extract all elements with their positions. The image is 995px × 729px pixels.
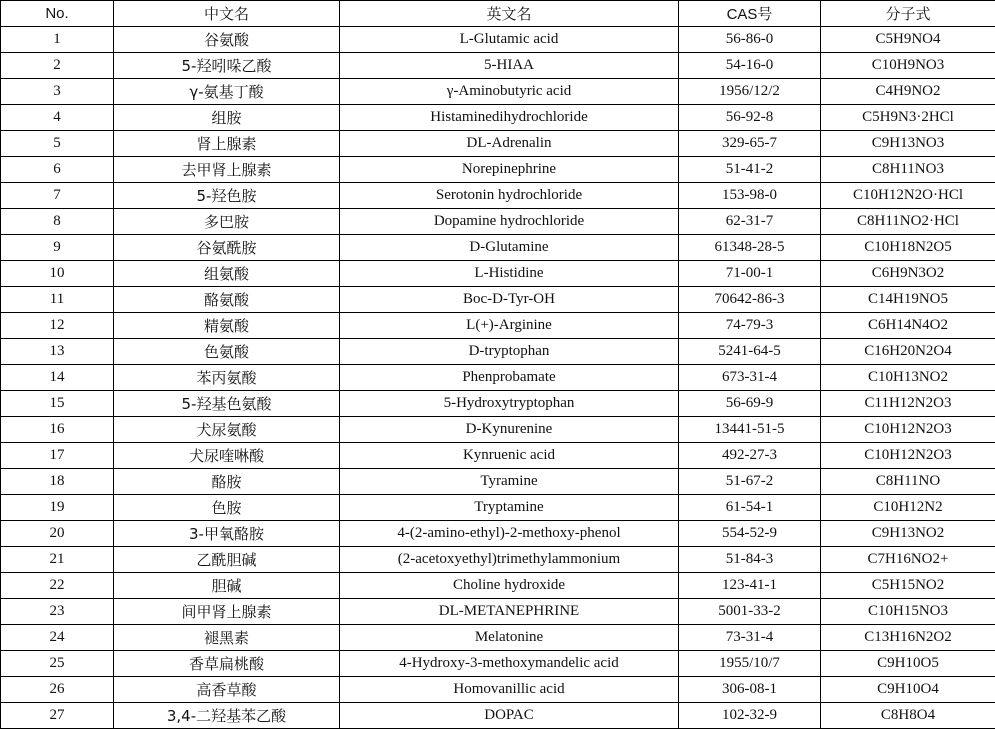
cell-chinese-name: 酪胺: [114, 469, 340, 495]
cell-chinese-name: 精氨酸: [114, 313, 340, 339]
cell-formula: C13H16N2O2: [821, 625, 995, 651]
cell-chinese-name: 5-羟色胺: [114, 183, 340, 209]
cell-cas-number: 74-79-3: [679, 313, 821, 339]
table-row: [1, 287, 995, 313]
cell-chinese-name: 谷氨酸: [114, 27, 340, 53]
cell-no: 17: [1, 443, 114, 469]
header-no: No.: [1, 1, 114, 27]
header-cas: CAS号: [679, 1, 821, 27]
cell-chinese-name: 犬尿喹啉酸: [114, 443, 340, 469]
cell-cas-number: 56-69-9: [679, 391, 821, 417]
table-row: [1, 209, 995, 235]
cell-chinese-name: 5-羟基色氨酸: [114, 391, 340, 417]
cell-formula: C9H10O5: [821, 651, 995, 677]
table-row: [1, 339, 995, 365]
cell-no: 18: [1, 469, 114, 495]
cell-no: 14: [1, 365, 114, 391]
cell-cas-number: 153-98-0: [679, 183, 821, 209]
cell-cas-number: 123-41-1: [679, 573, 821, 599]
cell-chinese-name: 多巴胺: [114, 209, 340, 235]
cell-cas-number: 62-31-7: [679, 209, 821, 235]
cell-english-name: 5-Hydroxytryptophan: [340, 391, 679, 417]
cell-cas-number: 1955/10/7: [679, 651, 821, 677]
table-row: [1, 27, 995, 53]
table-row: [1, 677, 995, 703]
cell-chinese-name: 谷氨酰胺: [114, 235, 340, 261]
cell-cas-number: 71-00-1: [679, 261, 821, 287]
table-row: [1, 573, 995, 599]
cell-chinese-name: 3,4-二羟基苯乙酸: [114, 703, 340, 729]
cell-no: 6: [1, 157, 114, 183]
cell-no: 23: [1, 599, 114, 625]
cell-english-name: Dopamine hydrochloride: [340, 209, 679, 235]
cell-english-name: DL-METANEPHRINE: [340, 599, 679, 625]
cell-english-name: γ-Aminobutyric acid: [340, 79, 679, 105]
cell-english-name: Kynruenic acid: [340, 443, 679, 469]
cell-no: 1: [1, 27, 114, 53]
cell-no: 10: [1, 261, 114, 287]
cell-english-name: Tyramine: [340, 469, 679, 495]
table-row: [1, 625, 995, 651]
cell-cas-number: 51-67-2: [679, 469, 821, 495]
cell-chinese-name: 肾上腺素: [114, 131, 340, 157]
table-row: [1, 391, 995, 417]
cell-chinese-name: 乙酰胆碱: [114, 547, 340, 573]
cell-english-name: 4-(2-amino-ethyl)-2-methoxy-phenol: [340, 521, 679, 547]
cell-formula: C10H18N2O5: [821, 235, 995, 261]
cell-formula: C16H20N2O4: [821, 339, 995, 365]
table-row: [1, 313, 995, 339]
cell-cas-number: 61-54-1: [679, 495, 821, 521]
table-row: [1, 599, 995, 625]
cell-no: 26: [1, 677, 114, 703]
cell-cas-number: 554-52-9: [679, 521, 821, 547]
cell-chinese-name: 间甲肾上腺素: [114, 599, 340, 625]
table-row: [1, 131, 995, 157]
cell-no: 4: [1, 105, 114, 131]
cell-formula: C8H11NO2·HCl: [821, 209, 995, 235]
cell-english-name: Tryptamine: [340, 495, 679, 521]
cell-chinese-name: 高香草酸: [114, 677, 340, 703]
cell-english-name: Histaminedihydrochloride: [340, 105, 679, 131]
table-body: [1, 27, 995, 729]
cell-chinese-name: 3-甲氧酪胺: [114, 521, 340, 547]
cell-cas-number: 56-86-0: [679, 27, 821, 53]
cell-no: 20: [1, 521, 114, 547]
table-row: [1, 547, 995, 573]
cell-english-name: Serotonin hydrochloride: [340, 183, 679, 209]
cell-english-name: L-Histidine: [340, 261, 679, 287]
cell-chinese-name: 色氨酸: [114, 339, 340, 365]
cell-cas-number: 73-31-4: [679, 625, 821, 651]
cell-english-name: Phenprobamate: [340, 365, 679, 391]
cell-formula: C10H12N2O3: [821, 443, 995, 469]
cell-cas-number: 51-84-3: [679, 547, 821, 573]
cell-no: 27: [1, 703, 114, 729]
table-row: [1, 495, 995, 521]
cell-no: 11: [1, 287, 114, 313]
cell-formula: C6H9N3O2: [821, 261, 995, 287]
cell-chinese-name: 胆碱: [114, 573, 340, 599]
cell-english-name: Homovanillic acid: [340, 677, 679, 703]
cell-cas-number: 13441-51-5: [679, 417, 821, 443]
cell-formula: C8H11NO3: [821, 157, 995, 183]
cell-no: 9: [1, 235, 114, 261]
cell-cas-number: 673-31-4: [679, 365, 821, 391]
table-row: [1, 53, 995, 79]
table-row: [1, 469, 995, 495]
cell-formula: C7H16NO2+: [821, 547, 995, 573]
cell-chinese-name: 色胺: [114, 495, 340, 521]
cell-formula: C14H19NO5: [821, 287, 995, 313]
cell-formula: C10H12N2: [821, 495, 995, 521]
cell-formula: C8H11NO: [821, 469, 995, 495]
cell-english-name: Choline hydroxide: [340, 573, 679, 599]
cell-no: 13: [1, 339, 114, 365]
table-row: [1, 79, 995, 105]
cell-cas-number: 56-92-8: [679, 105, 821, 131]
header-row: [1, 1, 995, 27]
table-row: [1, 157, 995, 183]
cell-english-name: DOPAC: [340, 703, 679, 729]
table-row: [1, 183, 995, 209]
cell-formula: C10H12N2O3: [821, 417, 995, 443]
cell-no: 19: [1, 495, 114, 521]
cell-formula: C11H12N2O3: [821, 391, 995, 417]
table-row: [1, 651, 995, 677]
cell-formula: C10H13NO2: [821, 365, 995, 391]
cell-chinese-name: 去甲肾上腺素: [114, 157, 340, 183]
cell-english-name: L-Glutamic acid: [340, 27, 679, 53]
cell-formula: C6H14N4O2: [821, 313, 995, 339]
cell-formula: C9H10O4: [821, 677, 995, 703]
header-chinese-name: 中文名: [114, 1, 340, 27]
header-formula: 分子式: [821, 1, 995, 27]
cell-cas-number: 492-27-3: [679, 443, 821, 469]
cell-english-name: 5-HIAA: [340, 53, 679, 79]
cell-chinese-name: 褪黑素: [114, 625, 340, 651]
cell-english-name: 4-Hydroxy-3-methoxymandelic acid: [340, 651, 679, 677]
cell-chinese-name: 组氨酸: [114, 261, 340, 287]
header-english-name: 英文名: [340, 1, 679, 27]
cell-no: 5: [1, 131, 114, 157]
cell-no: 24: [1, 625, 114, 651]
cell-formula: C5H9NO4: [821, 27, 995, 53]
cell-formula: C9H13NO3: [821, 131, 995, 157]
cell-chinese-name: γ-氨基丁酸: [114, 79, 340, 105]
cell-english-name: Melatonine: [340, 625, 679, 651]
cell-english-name: D-Glutamine: [340, 235, 679, 261]
cell-formula: C10H12N2O·HCl: [821, 183, 995, 209]
cell-cas-number: 5001-33-2: [679, 599, 821, 625]
table-row: [1, 105, 995, 131]
cell-no: 7: [1, 183, 114, 209]
cell-english-name: Boc-D-Tyr-OH: [340, 287, 679, 313]
cell-no: 12: [1, 313, 114, 339]
cell-no: 3: [1, 79, 114, 105]
cell-english-name: Norepinephrine: [340, 157, 679, 183]
cell-cas-number: 61348-28-5: [679, 235, 821, 261]
cell-chinese-name: 苯丙氨酸: [114, 365, 340, 391]
cell-formula: C5H9N3·2HCl: [821, 105, 995, 131]
cell-no: 15: [1, 391, 114, 417]
cell-formula: C10H9NO3: [821, 53, 995, 79]
cell-cas-number: 1956/12/2: [679, 79, 821, 105]
cell-no: 16: [1, 417, 114, 443]
table-row: [1, 365, 995, 391]
cell-english-name: (2-acetoxyethyl)trimethylammonium: [340, 547, 679, 573]
cell-cas-number: 51-41-2: [679, 157, 821, 183]
cell-no: 22: [1, 573, 114, 599]
cell-formula: C9H13NO2: [821, 521, 995, 547]
cell-chinese-name: 5-羟吲哚乙酸: [114, 53, 340, 79]
cell-chinese-name: 犬尿氨酸: [114, 417, 340, 443]
cell-no: 25: [1, 651, 114, 677]
table-header: [1, 1, 995, 27]
cell-chinese-name: 组胺: [114, 105, 340, 131]
table-row: [1, 521, 995, 547]
cell-english-name: L(+)-Arginine: [340, 313, 679, 339]
cell-no: 8: [1, 209, 114, 235]
cell-english-name: DL-Adrenalin: [340, 131, 679, 157]
table-row: [1, 443, 995, 469]
cell-cas-number: 306-08-1: [679, 677, 821, 703]
cell-cas-number: 54-16-0: [679, 53, 821, 79]
cell-cas-number: 329-65-7: [679, 131, 821, 157]
cell-formula: C5H15NO2: [821, 573, 995, 599]
table-row: [1, 235, 995, 261]
cell-english-name: D-Kynurenine: [340, 417, 679, 443]
cell-formula: C4H9NO2: [821, 79, 995, 105]
cell-no: 2: [1, 53, 114, 79]
cell-cas-number: 5241-64-5: [679, 339, 821, 365]
table-row: [1, 703, 995, 729]
cell-cas-number: 102-32-9: [679, 703, 821, 729]
cell-cas-number: 70642-86-3: [679, 287, 821, 313]
table-row: [1, 261, 995, 287]
cell-no: 21: [1, 547, 114, 573]
cell-chinese-name: 香草扁桃酸: [114, 651, 340, 677]
cell-formula: C10H15NO3: [821, 599, 995, 625]
cell-chinese-name: 酪氨酸: [114, 287, 340, 313]
cell-english-name: D-tryptophan: [340, 339, 679, 365]
cell-formula: C8H8O4: [821, 703, 995, 729]
table-row: [1, 417, 995, 443]
